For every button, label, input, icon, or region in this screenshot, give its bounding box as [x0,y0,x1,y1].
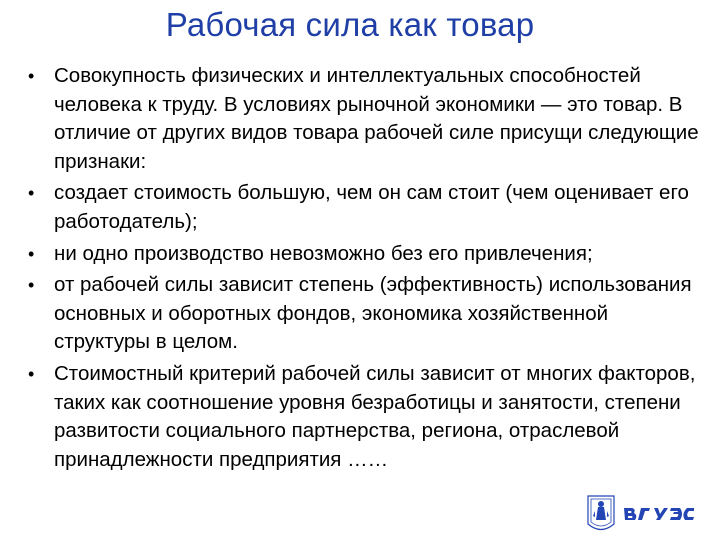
bullet-icon: • [28,183,35,204]
bullet-text: ни одно производство невозможно без его привлечения; [54,241,593,265]
bullet-list [24,62,704,477]
bullet-item [24,271,704,357]
bullet-icon: • [28,275,35,296]
bullet-icon: • [28,243,35,264]
bullet-icon: • [28,363,35,384]
vguess-logo-icon [584,494,702,536]
bullet-item [24,179,704,236]
bullet-text: Совокупность физических и интеллектуальных способностей человека к труду. В условиях рыночной экономики — это товар. В отличие от других видов товара рабочей силе присущи следующие признаки: [54,64,699,173]
bullet-text: Стоимостный критерий рабочей силы зависит от многих факторов, таких как соотношение уровня безработицы и занятости, степени развитости социального партнерства, региона, отраслевой принадлежности предприятия …… [54,361,696,471]
slide-title: Рабочая сила как товар [165,6,535,43]
bullet-item [24,62,704,176]
bullet-text: от рабочей силы зависит степень (эффективность) использования основных и оборотных фондов, экономика хозяйственной структуры в целом. [54,273,692,354]
bullet-icon: • [28,66,35,86]
bullet-item [24,360,704,474]
bullet-item [24,240,704,269]
bullet-text: создает стоимость большую, чем он сам стоит (чем оценивает его работодатель); [54,181,689,233]
